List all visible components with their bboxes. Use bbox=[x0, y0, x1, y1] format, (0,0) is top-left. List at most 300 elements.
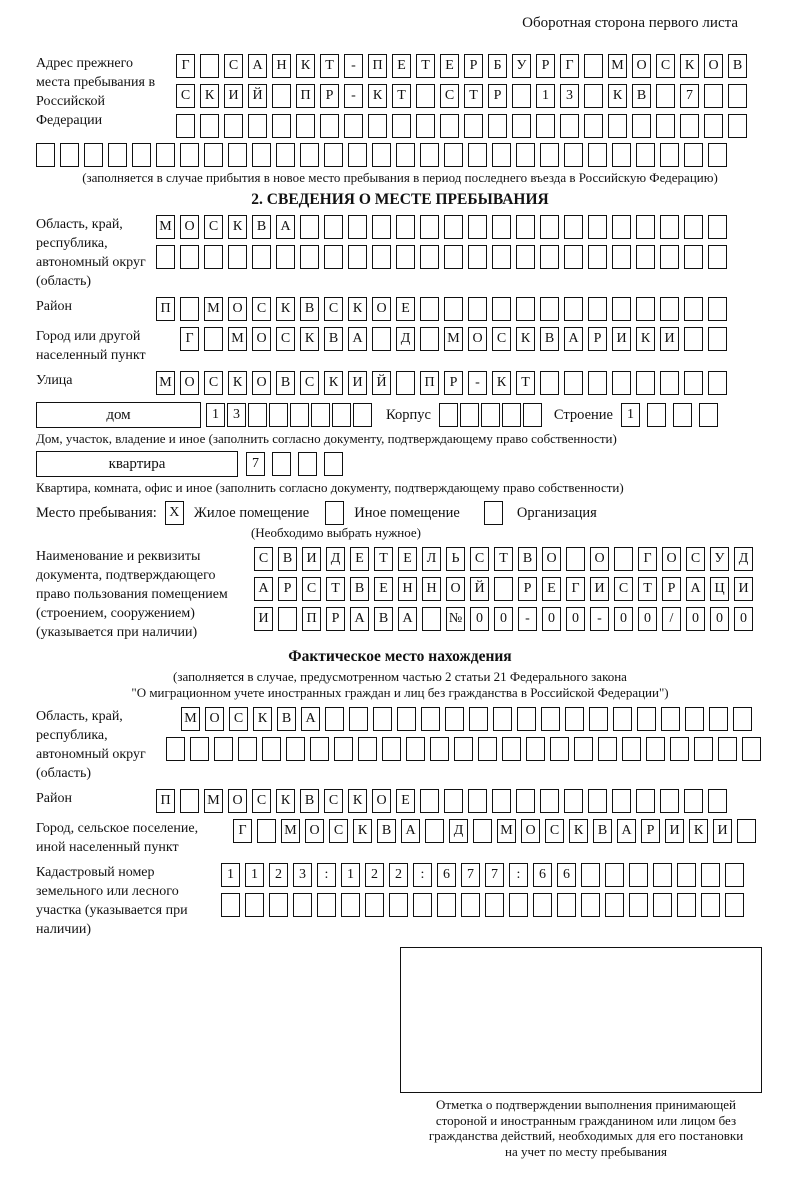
char-cell bbox=[737, 819, 756, 843]
char-cell bbox=[60, 143, 79, 167]
char-cell bbox=[180, 297, 199, 321]
char-cell bbox=[286, 737, 305, 761]
char-cell bbox=[699, 403, 718, 427]
char-cell: Р bbox=[278, 577, 297, 601]
char-cell bbox=[444, 245, 463, 269]
char-cell bbox=[629, 863, 648, 887]
char-cell: А bbox=[564, 327, 583, 351]
char-cell bbox=[430, 737, 449, 761]
char-cell: С bbox=[300, 371, 319, 395]
char-cell: И bbox=[665, 819, 684, 843]
char-cell: С bbox=[440, 84, 459, 108]
char-cell bbox=[564, 789, 583, 813]
section2-title: 2. СВЕДЕНИЯ О МЕСТЕ ПРЕБЫВАНИЯ bbox=[251, 191, 549, 208]
fact-gorod-field bbox=[36, 819, 764, 857]
char-cell bbox=[636, 297, 655, 321]
char-cell bbox=[605, 893, 624, 917]
option-label-organizatsiya: Организация bbox=[516, 504, 597, 521]
char-cell: 7 bbox=[461, 863, 480, 887]
char-cell bbox=[358, 737, 377, 761]
char-cell: 0 bbox=[494, 607, 513, 631]
char-cell: 2 bbox=[269, 863, 288, 887]
char-grid-row bbox=[254, 577, 753, 601]
char-cell bbox=[670, 737, 689, 761]
char-grid-row bbox=[176, 114, 747, 138]
char-cell bbox=[373, 707, 392, 731]
char-cell bbox=[493, 707, 512, 731]
char-cell bbox=[647, 403, 666, 427]
char-cell: П bbox=[420, 371, 439, 395]
char-cell: К bbox=[368, 84, 387, 108]
char-cell: Е bbox=[398, 547, 417, 571]
char-cell: 6 bbox=[557, 863, 576, 887]
char-cell: Р bbox=[641, 819, 660, 843]
char-cell: : bbox=[317, 863, 336, 887]
char-cell: Т bbox=[464, 84, 483, 108]
char-cell: К bbox=[276, 789, 295, 813]
char-cell bbox=[564, 297, 583, 321]
char-cell bbox=[728, 114, 747, 138]
char-cell: О bbox=[305, 819, 324, 843]
char-cell: К bbox=[516, 327, 535, 351]
char-grid-row bbox=[176, 84, 747, 108]
char-cell: С bbox=[252, 789, 271, 813]
char-cell bbox=[708, 215, 727, 239]
char-cell: С bbox=[302, 577, 321, 601]
char-cell: К bbox=[324, 371, 343, 395]
char-cell: 2 bbox=[389, 863, 408, 887]
char-cell: О bbox=[228, 789, 247, 813]
char-cell bbox=[646, 737, 665, 761]
char-cell bbox=[420, 327, 439, 351]
char-cell: В bbox=[374, 607, 393, 631]
char-grid-row bbox=[156, 371, 727, 395]
char-cell bbox=[684, 327, 703, 351]
char-cell: - bbox=[344, 84, 363, 108]
char-cell bbox=[296, 114, 315, 138]
char-cell: 0 bbox=[710, 607, 729, 631]
char-cell bbox=[180, 245, 199, 269]
char-cell bbox=[492, 297, 511, 321]
char-cell: 0 bbox=[566, 607, 585, 631]
char-grid-row bbox=[221, 863, 744, 887]
char-cell bbox=[536, 114, 555, 138]
char-cell bbox=[290, 403, 309, 427]
mesto-label: Место пребывания: bbox=[36, 504, 157, 521]
char-cell: П bbox=[302, 607, 321, 631]
ulitsa-field bbox=[36, 371, 764, 395]
char-cell: Г bbox=[233, 819, 252, 843]
char-cell bbox=[420, 215, 439, 239]
char-cell bbox=[588, 245, 607, 269]
char-cell bbox=[108, 143, 127, 167]
checkbox-zhiloe-pomeshchenie bbox=[165, 501, 184, 525]
korpus-cells bbox=[439, 403, 542, 427]
char-cell bbox=[512, 84, 531, 108]
char-grid-row bbox=[221, 893, 744, 917]
char-cell bbox=[632, 114, 651, 138]
char-cell bbox=[348, 143, 367, 167]
char-cell bbox=[454, 737, 473, 761]
char-cell: С bbox=[545, 819, 564, 843]
char-cell: В bbox=[252, 215, 271, 239]
char-cell bbox=[488, 114, 507, 138]
char-cell: П bbox=[156, 789, 175, 813]
option-label-inoe: Иное помещение bbox=[354, 504, 460, 521]
char-cell: 0 bbox=[638, 607, 657, 631]
char-cell: М bbox=[204, 297, 223, 321]
char-cell: И bbox=[348, 371, 367, 395]
kvartira-row bbox=[36, 451, 764, 477]
char-cell bbox=[588, 215, 607, 239]
char-cell: Р bbox=[444, 371, 463, 395]
checkbox-mark: X bbox=[169, 505, 180, 520]
char-cell bbox=[708, 327, 727, 351]
char-cell bbox=[310, 737, 329, 761]
char-cell: Е bbox=[440, 54, 459, 78]
char-cell bbox=[485, 893, 504, 917]
char-cell bbox=[324, 452, 343, 476]
char-cell bbox=[298, 452, 317, 476]
char-cell bbox=[660, 297, 679, 321]
char-grid-row-full-width bbox=[36, 143, 764, 167]
char-cell bbox=[656, 84, 675, 108]
char-cell: 1 bbox=[536, 84, 555, 108]
char-cell: 3 bbox=[293, 863, 312, 887]
char-cell: 7 bbox=[680, 84, 699, 108]
char-cell bbox=[36, 143, 55, 167]
document-field bbox=[36, 547, 764, 642]
char-cell bbox=[262, 737, 281, 761]
mesto-note: (Необходимо выбрать нужное) bbox=[250, 525, 422, 540]
char-cell bbox=[684, 789, 703, 813]
char-cell bbox=[725, 893, 744, 917]
char-cell bbox=[733, 707, 752, 731]
char-cell bbox=[684, 143, 703, 167]
char-grid-row bbox=[254, 547, 753, 571]
char-cell bbox=[317, 893, 336, 917]
char-cell bbox=[372, 327, 391, 351]
char-cell bbox=[439, 403, 458, 427]
char-cell bbox=[416, 114, 435, 138]
dom-note: Дом, участок, владение и иное (заполнить согласно документу, подтверждающему право собственности) bbox=[36, 431, 617, 446]
char-cell: Т bbox=[638, 577, 657, 601]
char-cell: / bbox=[662, 607, 681, 631]
char-cell bbox=[694, 737, 713, 761]
char-cell: 6 bbox=[437, 863, 456, 887]
char-cell: В bbox=[593, 819, 612, 843]
char-cell: Р bbox=[518, 577, 537, 601]
char-cell: О bbox=[521, 819, 540, 843]
char-cell bbox=[677, 893, 696, 917]
char-cell bbox=[132, 143, 151, 167]
char-cell bbox=[204, 143, 223, 167]
char-cell: - bbox=[344, 54, 363, 78]
char-cell: К bbox=[253, 707, 272, 731]
kvartira-cells bbox=[246, 452, 343, 476]
char-grid-row bbox=[176, 54, 747, 78]
char-cell bbox=[444, 215, 463, 239]
char-cell: М bbox=[281, 819, 300, 843]
char-cell bbox=[725, 863, 744, 887]
char-cell: К bbox=[348, 789, 367, 813]
char-cell bbox=[420, 143, 439, 167]
char-cell: И bbox=[224, 84, 243, 108]
char-cell bbox=[420, 297, 439, 321]
stamp-caption bbox=[386, 1097, 786, 1159]
char-cell bbox=[557, 893, 576, 917]
char-cell bbox=[272, 452, 291, 476]
checkbox-organizatsiya bbox=[484, 501, 503, 525]
char-cell: С bbox=[276, 327, 295, 351]
char-cell bbox=[516, 215, 535, 239]
char-cell bbox=[478, 737, 497, 761]
char-cell bbox=[637, 707, 656, 731]
char-cell: Т bbox=[374, 547, 393, 571]
char-cell bbox=[533, 893, 552, 917]
char-cell: С bbox=[492, 327, 511, 351]
char-cell: 3 bbox=[227, 403, 246, 427]
char-cell bbox=[612, 297, 631, 321]
char-cell bbox=[612, 371, 631, 395]
char-cell: Н bbox=[398, 577, 417, 601]
char-cell: С bbox=[614, 577, 633, 601]
char-cell: Ь bbox=[446, 547, 465, 571]
char-cell: 1 bbox=[245, 863, 264, 887]
char-cell bbox=[581, 863, 600, 887]
char-cell: С bbox=[204, 371, 223, 395]
kvartira-box-label: квартира bbox=[36, 451, 238, 477]
char-cell bbox=[269, 403, 288, 427]
char-cell bbox=[677, 863, 696, 887]
char-cell: В bbox=[377, 819, 396, 843]
char-cell bbox=[324, 143, 343, 167]
char-cell bbox=[742, 737, 761, 761]
char-cell bbox=[437, 893, 456, 917]
char-cell bbox=[550, 737, 569, 761]
char-cell: К bbox=[680, 54, 699, 78]
char-cell bbox=[540, 297, 559, 321]
char-cell bbox=[166, 737, 185, 761]
char-cell: 1 bbox=[621, 403, 640, 427]
char-grid-row bbox=[181, 707, 761, 731]
char-cell bbox=[278, 607, 297, 631]
gorod-label: Город или другой населенный пункт bbox=[36, 329, 146, 363]
char-cell bbox=[372, 143, 391, 167]
char-cell bbox=[468, 789, 487, 813]
char-cell: Д bbox=[396, 327, 415, 351]
char-cell: Д bbox=[734, 547, 753, 571]
char-cell bbox=[421, 707, 440, 731]
char-cell: О bbox=[662, 547, 681, 571]
char-cell bbox=[516, 245, 535, 269]
char-cell bbox=[468, 297, 487, 321]
char-cell: К bbox=[608, 84, 627, 108]
char-cell: Р bbox=[326, 607, 345, 631]
char-cell bbox=[372, 215, 391, 239]
char-cell bbox=[612, 215, 631, 239]
char-cell bbox=[684, 297, 703, 321]
char-cell: У bbox=[710, 547, 729, 571]
dom-number-cells bbox=[206, 403, 372, 427]
char-cell: Е bbox=[396, 789, 415, 813]
char-cell: 0 bbox=[734, 607, 753, 631]
char-cell: 1 bbox=[221, 863, 240, 887]
char-cell bbox=[349, 707, 368, 731]
fact-title: Фактическое место нахождения bbox=[288, 648, 512, 665]
char-cell bbox=[701, 863, 720, 887]
char-cell: П bbox=[156, 297, 175, 321]
char-grid-row bbox=[156, 215, 727, 239]
char-cell: К bbox=[492, 371, 511, 395]
char-cell: А bbox=[398, 607, 417, 631]
char-cell: В bbox=[300, 297, 319, 321]
oblast-label: Область, край, республика, автономный округ (область) bbox=[36, 217, 146, 289]
char-cell bbox=[540, 371, 559, 395]
char-cell bbox=[353, 403, 372, 427]
char-cell: В bbox=[728, 54, 747, 78]
char-cell bbox=[660, 371, 679, 395]
char-cell bbox=[204, 327, 223, 351]
char-cell: К bbox=[228, 215, 247, 239]
char-cell bbox=[653, 893, 672, 917]
char-cell bbox=[469, 707, 488, 731]
char-cell bbox=[382, 737, 401, 761]
char-cell: К bbox=[689, 819, 708, 843]
char-cell: В bbox=[277, 707, 296, 731]
char-cell bbox=[416, 84, 435, 108]
char-cell bbox=[272, 114, 291, 138]
char-cell bbox=[661, 707, 680, 731]
char-cell: М bbox=[181, 707, 200, 731]
char-cell bbox=[685, 707, 704, 731]
fact-oblast-field bbox=[36, 707, 764, 783]
char-cell bbox=[660, 143, 679, 167]
char-cell: И bbox=[734, 577, 753, 601]
char-cell bbox=[445, 707, 464, 731]
char-cell bbox=[588, 371, 607, 395]
char-cell bbox=[341, 893, 360, 917]
char-cell bbox=[420, 789, 439, 813]
char-cell: А bbox=[348, 327, 367, 351]
char-cell bbox=[444, 297, 463, 321]
char-cell bbox=[660, 789, 679, 813]
char-cell bbox=[598, 737, 617, 761]
char-cell: : bbox=[413, 863, 432, 887]
char-cell bbox=[680, 114, 699, 138]
kadastr-label: Кадастровый номер земельного или лесного участка (указывается при наличии) bbox=[36, 865, 188, 937]
char-cell bbox=[320, 114, 339, 138]
char-cell bbox=[612, 143, 631, 167]
document-label: Наименование и реквизиты документа, подтверждающего право пользования помещением (строением, сооружением) (указывается при наличии) bbox=[36, 549, 228, 640]
char-cell bbox=[238, 737, 257, 761]
char-cell: Й bbox=[248, 84, 267, 108]
char-grid-row bbox=[156, 297, 727, 321]
char-cell bbox=[564, 245, 583, 269]
char-cell bbox=[481, 403, 500, 427]
char-cell bbox=[614, 547, 633, 571]
char-cell: К bbox=[296, 54, 315, 78]
char-cell: Т bbox=[392, 84, 411, 108]
char-cell: В bbox=[350, 577, 369, 601]
char-cell: Г bbox=[560, 54, 579, 78]
char-cell: Б bbox=[488, 54, 507, 78]
char-cell: С bbox=[229, 707, 248, 731]
char-cell: Т bbox=[326, 577, 345, 601]
char-cell bbox=[396, 371, 415, 395]
char-cell: М bbox=[204, 789, 223, 813]
char-cell: И bbox=[713, 819, 732, 843]
char-grid-row bbox=[166, 737, 761, 761]
fact-raion-field bbox=[36, 789, 764, 813]
char-cell bbox=[574, 737, 593, 761]
char-cell: В bbox=[300, 789, 319, 813]
char-cell bbox=[584, 84, 603, 108]
char-cell bbox=[584, 54, 603, 78]
char-cell bbox=[348, 215, 367, 239]
dom-row bbox=[36, 402, 764, 428]
char-cell bbox=[228, 143, 247, 167]
char-cell bbox=[708, 789, 727, 813]
char-cell: У bbox=[512, 54, 531, 78]
char-cell: О bbox=[372, 789, 391, 813]
char-cell: 1 bbox=[206, 403, 225, 427]
char-cell bbox=[252, 245, 271, 269]
char-cell: 7 bbox=[246, 452, 265, 476]
char-cell: С bbox=[656, 54, 675, 78]
char-cell: К bbox=[200, 84, 219, 108]
char-cell: А bbox=[401, 819, 420, 843]
char-cell bbox=[176, 114, 195, 138]
char-cell: А bbox=[248, 54, 267, 78]
char-cell bbox=[708, 297, 727, 321]
char-cell bbox=[509, 893, 528, 917]
char-cell: О bbox=[446, 577, 465, 601]
char-cell bbox=[300, 245, 319, 269]
korpus-label: Корпус bbox=[386, 406, 431, 423]
char-cell bbox=[540, 245, 559, 269]
char-cell bbox=[365, 893, 384, 917]
char-cell bbox=[564, 143, 583, 167]
gorod-field bbox=[36, 327, 764, 365]
char-cell bbox=[344, 114, 363, 138]
char-cell: Г bbox=[566, 577, 585, 601]
kvartira-note: Квартира, комната, офис и иное (заполнить согласно документу, подтверждающему право собственности) bbox=[36, 480, 624, 495]
char-cell bbox=[492, 215, 511, 239]
char-cell bbox=[221, 893, 240, 917]
char-cell bbox=[180, 143, 199, 167]
ulitsa-label: Улица bbox=[36, 373, 73, 388]
char-cell: С bbox=[470, 547, 489, 571]
char-cell bbox=[334, 737, 353, 761]
char-cell: Р bbox=[588, 327, 607, 351]
fact-note-line2: "О миграционном учете иностранных граждан и лиц без гражданства в Российской Федерации") bbox=[131, 685, 669, 700]
char-cell bbox=[636, 215, 655, 239]
char-cell bbox=[708, 371, 727, 395]
char-cell: К bbox=[276, 297, 295, 321]
char-cell bbox=[444, 789, 463, 813]
char-cell bbox=[701, 893, 720, 917]
prev-address-grid bbox=[176, 54, 747, 138]
char-cell bbox=[516, 789, 535, 813]
char-grid-row bbox=[156, 245, 727, 269]
char-cell bbox=[200, 114, 219, 138]
char-cell bbox=[180, 789, 199, 813]
char-cell bbox=[704, 114, 723, 138]
char-cell: О bbox=[205, 707, 224, 731]
char-cell: 0 bbox=[470, 607, 489, 631]
char-cell: М bbox=[156, 215, 175, 239]
